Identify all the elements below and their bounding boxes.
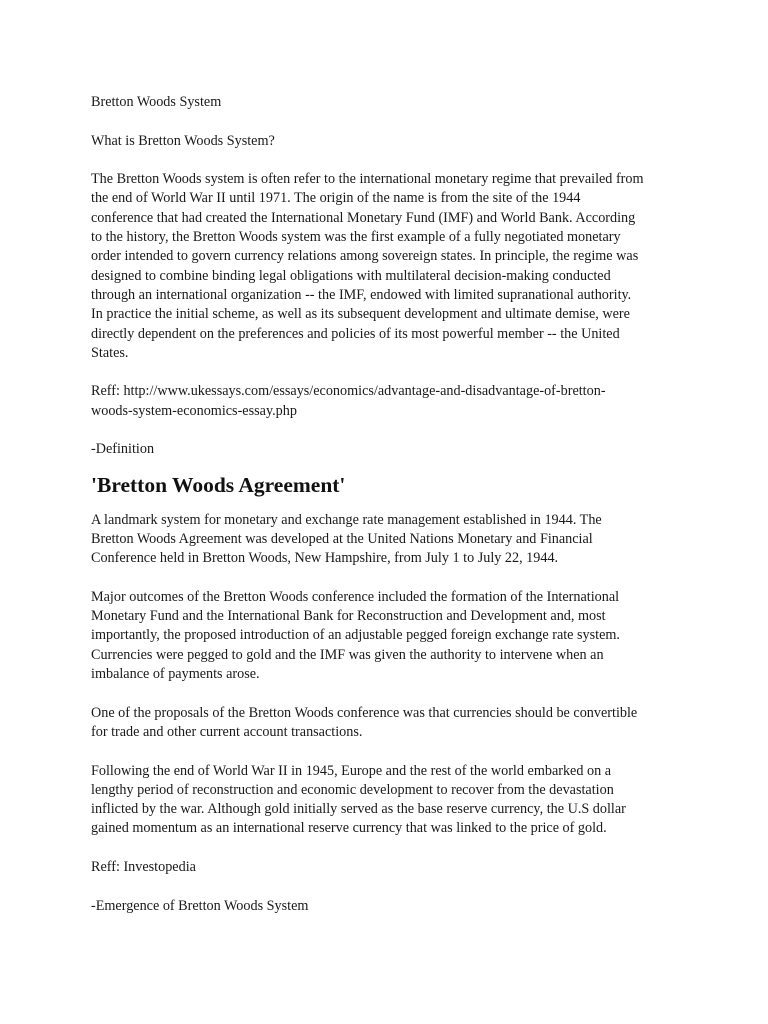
agreement-paragraph-4 bbox=[91, 762, 691, 839]
intro-line: order intended to govern currency relations among sovereign states. In principle, the regime was bbox=[91, 248, 639, 265]
intro-line: directly dependent on the preferences and policies of its most powerful member -- the United bbox=[91, 325, 620, 342]
intro-line: conference that had created the International Monetary Fund (IMF) and World Bank. According bbox=[91, 209, 636, 226]
paragraph-line: gained momentum as an international reserve currency that was linked to the price of gold. bbox=[91, 820, 607, 837]
paragraph-line: Bretton Woods Agreement was developed at the United Nations Monetary and Financial bbox=[91, 530, 593, 547]
reference-investopedia: Reff: Investopedia bbox=[91, 858, 196, 875]
paragraph-line: for trade and other current account transactions. bbox=[91, 723, 363, 740]
paragraph-line: Monetary Fund and the International Bank for Reconstruction and Development and, most bbox=[91, 608, 606, 625]
emergence-label: -Emergence of Bretton Woods System bbox=[91, 897, 309, 914]
section-heading: 'Bretton Woods Agreement' bbox=[91, 472, 346, 497]
intro-line: to the history, the Bretton Woods system was the first example of a fully negotiated monetary bbox=[91, 229, 621, 246]
intro-line: through an international organization -- the IMF, endowed with limited supranational authority. bbox=[91, 286, 632, 303]
intro-line: designed to combine binding legal obligations with multilateral decision-making conducted bbox=[91, 267, 611, 284]
paragraph-line: importantly, the proposed introduction of an adjustable pegged foreign exchange rate system. bbox=[91, 627, 620, 644]
paragraph-line: lengthy period of reconstruction and economic development to recover from the devastation bbox=[91, 781, 614, 798]
agreement-paragraph-1 bbox=[91, 511, 691, 569]
paragraph-line: inflicted by the war. Although gold initially served as the base reserve currency, the U.S dollar bbox=[91, 801, 626, 818]
section-question: What is Bretton Woods System? bbox=[91, 132, 275, 149]
reference-line: Reff: http://www.ukessays.com/essays/economics/advantage-and-disadvantage-of-bretton- bbox=[91, 383, 606, 400]
intro-line: States. bbox=[91, 344, 129, 361]
paragraph-line: One of the proposals of the Bretton Woods conference was that currencies should be convertible bbox=[91, 704, 638, 721]
intro-line: the end of World War II until 1971. The origin of the name is from the site of the 1944 bbox=[91, 190, 581, 207]
paragraph-line: Major outcomes of the Bretton Woods conference included the formation of the International bbox=[91, 588, 620, 605]
paragraph-line: imbalance of payments arose. bbox=[91, 666, 260, 683]
definition-label: -Definition bbox=[91, 441, 155, 458]
document-page bbox=[91, 93, 691, 916]
reference-ukessays bbox=[91, 382, 691, 421]
intro-line: The Bretton Woods system is often refer to the international monetary regime that prevailed from bbox=[91, 171, 644, 188]
paragraph-line: A landmark system for monetary and exchange rate management established in 1944. The bbox=[91, 511, 602, 528]
paragraph-line: Conference held in Bretton Woods, New Hampshire, from July 1 to July 22, 1944. bbox=[91, 550, 559, 567]
intro-line: In practice the initial scheme, as well as its subsequent development and ultimate demise, were bbox=[91, 306, 630, 323]
reference-line: woods-system-economics-essay.php bbox=[91, 402, 297, 419]
document-title: Bretton Woods System bbox=[91, 94, 222, 110]
agreement-paragraph-3 bbox=[91, 704, 691, 743]
intro-paragraph bbox=[91, 170, 691, 363]
paragraph-line: Following the end of World War II in 1945, Europe and the rest of the world embarked on a bbox=[91, 762, 612, 779]
agreement-paragraph-2 bbox=[91, 588, 691, 684]
paragraph-line: Currencies were pegged to gold and the IMF was given the authority to intervene when an bbox=[91, 646, 604, 663]
